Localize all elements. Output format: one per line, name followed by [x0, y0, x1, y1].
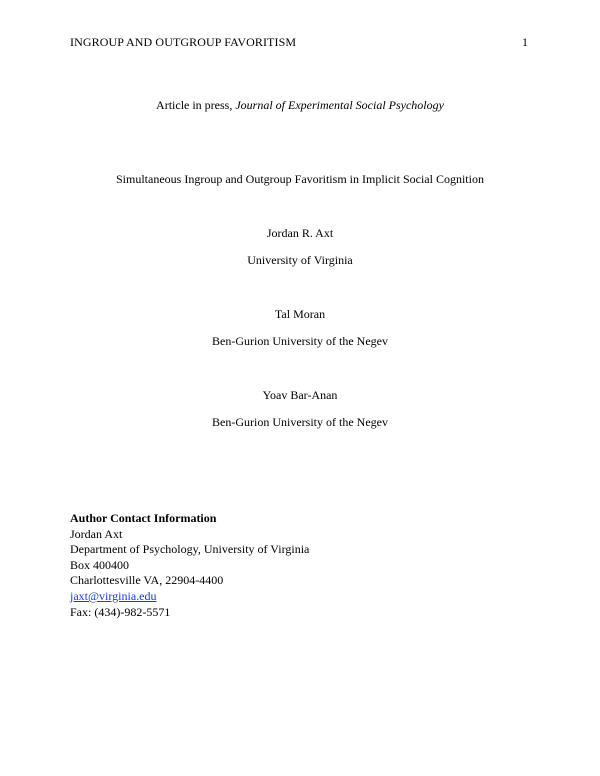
contact-box: Box 400400 — [70, 557, 130, 572]
page-number: 1 — [522, 35, 528, 49]
author-affiliation: University of Virginia — [247, 253, 353, 267]
contact-department: Department of Psychology, University of Virginia — [70, 542, 310, 557]
contact-heading: Author Contact Information — [70, 511, 217, 525]
author-affiliation: Ben-Gurion University of the Negev — [212, 334, 388, 348]
press-note — [0, 98, 600, 113]
journal-name: Journal of Experimental Social Psychology — [235, 98, 444, 112]
press-note-prefix: Article in press, — [156, 98, 236, 112]
running-head: INGROUP AND OUTGROUP FAVORITISM — [70, 35, 297, 49]
author-name: Yoav Bar-Anan — [262, 388, 338, 402]
contact-city: Charlottesville VA, 22904-4400 — [70, 573, 224, 588]
contact-fax: Fax: (434)-982-5571 — [70, 604, 171, 619]
author-name: Tal Moran — [274, 307, 326, 321]
author-affiliation: Ben-Gurion University of the Negev — [212, 415, 388, 429]
author-name: Jordan R. Axt — [266, 226, 334, 240]
contact-email-link[interactable]: jaxt@virginia.edu — [70, 588, 157, 603]
contact-name: Jordan Axt — [70, 526, 123, 541]
article-title: Simultaneous Ingroup and Outgroup Favoritism in Implicit Social Cognition — [116, 172, 484, 186]
contact-block — [70, 511, 309, 620]
